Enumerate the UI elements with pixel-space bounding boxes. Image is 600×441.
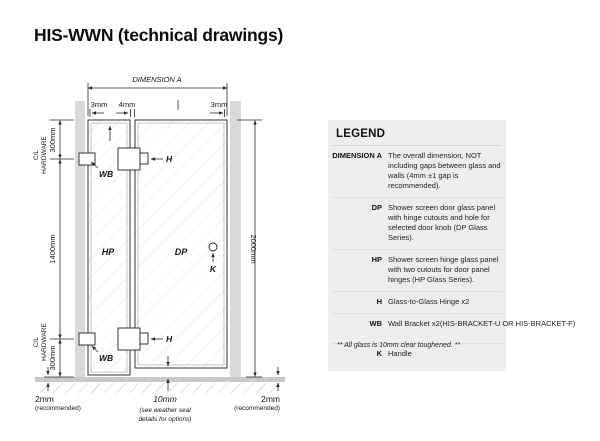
cl-hardware-top-line1: C/L (33, 149, 40, 161)
door-knob-label: K (209, 264, 217, 274)
legend-desc: Glass-to-Glass Hinge x2 (388, 297, 470, 306)
cl-hardware-bottom-line2: HARDWARE (41, 323, 48, 361)
legend-desc: Handle (388, 349, 412, 358)
legend-term: DIMENSION A (332, 151, 382, 160)
legend-row-h (332, 292, 502, 314)
floor-gap-mid-note2: details for options) (138, 416, 192, 423)
hinge-spacing-label: 1400mm (48, 234, 57, 264)
legend-term: WB (369, 319, 382, 328)
legend-term: K (376, 349, 382, 358)
gap-left-label: 3mm (90, 100, 108, 109)
gap-right-label: 3mm (210, 100, 228, 109)
legend-row-dimension-a (332, 146, 502, 198)
legend-panel (328, 120, 576, 371)
wall-bracket-top-label: WB (99, 169, 114, 179)
legend-row-hp (332, 250, 502, 292)
hp-panel-label: HP (101, 247, 115, 257)
legend-row-wb (332, 314, 576, 344)
right-wall (230, 101, 241, 377)
dimension-a (88, 75, 227, 116)
gap-middle-label: 4mm (118, 100, 136, 109)
legend-desc: Shower screen door glass panel with hinge cutouts and hole for selected door knob (DP Glass Series). (388, 203, 496, 242)
legend-desc: The overall dimension, NOT including gaps between glass and walls (4mm ±1 gap is recommended). (388, 151, 501, 190)
left-dimension-chain (33, 120, 74, 377)
hinge-top-label: H (166, 154, 173, 164)
cl-hardware-top-line2: HARDWARE (41, 136, 48, 174)
dimension-a-label: DIMENSION A (132, 75, 182, 84)
gap-dimensions (90, 100, 227, 117)
wall-bracket-bottom-label: WB (99, 353, 114, 363)
floor-gap-left-value: 2mm (35, 394, 54, 404)
legend-term: HP (371, 255, 382, 264)
page-title: HIS-WWN (technical drawings) (34, 25, 284, 45)
dp-panel-label: DP (174, 247, 188, 257)
legend-term: DP (371, 203, 382, 212)
hinge-bottom-label: H (166, 334, 173, 344)
bottom-offset-label: 300mm (48, 345, 57, 371)
legend-row-dp (332, 198, 502, 250)
floor (35, 377, 285, 393)
bottom-gap-labels (35, 394, 280, 423)
top-offset-label: 300mm (48, 127, 57, 153)
floor-gap-left-note: (recommended) (35, 405, 81, 412)
legend-desc: Wall Bracket x2(HIS-BRACKET-U OR HIS-BRACKET-F) (388, 319, 576, 328)
overall-height-label: 2000mm (249, 234, 258, 264)
legend-desc: Shower screen hinge glass panel with two cutouts for door panel hinges (HP Glass Series). (388, 255, 499, 284)
floor-gap-mid-value: 10mm (153, 394, 177, 404)
cl-hardware-bottom-line1: C/L (33, 336, 40, 348)
floor-gap-right-note: (recommended) (234, 405, 280, 412)
floor-gap-mid-note1: (see weather seal (139, 407, 191, 414)
legend-term: H (376, 297, 382, 306)
floor-gap-right-value: 2mm (261, 394, 280, 404)
legend-title: LEGEND (332, 126, 502, 146)
legend-footnote: ** All glass is 10mm clear toughened. ** (337, 342, 461, 349)
